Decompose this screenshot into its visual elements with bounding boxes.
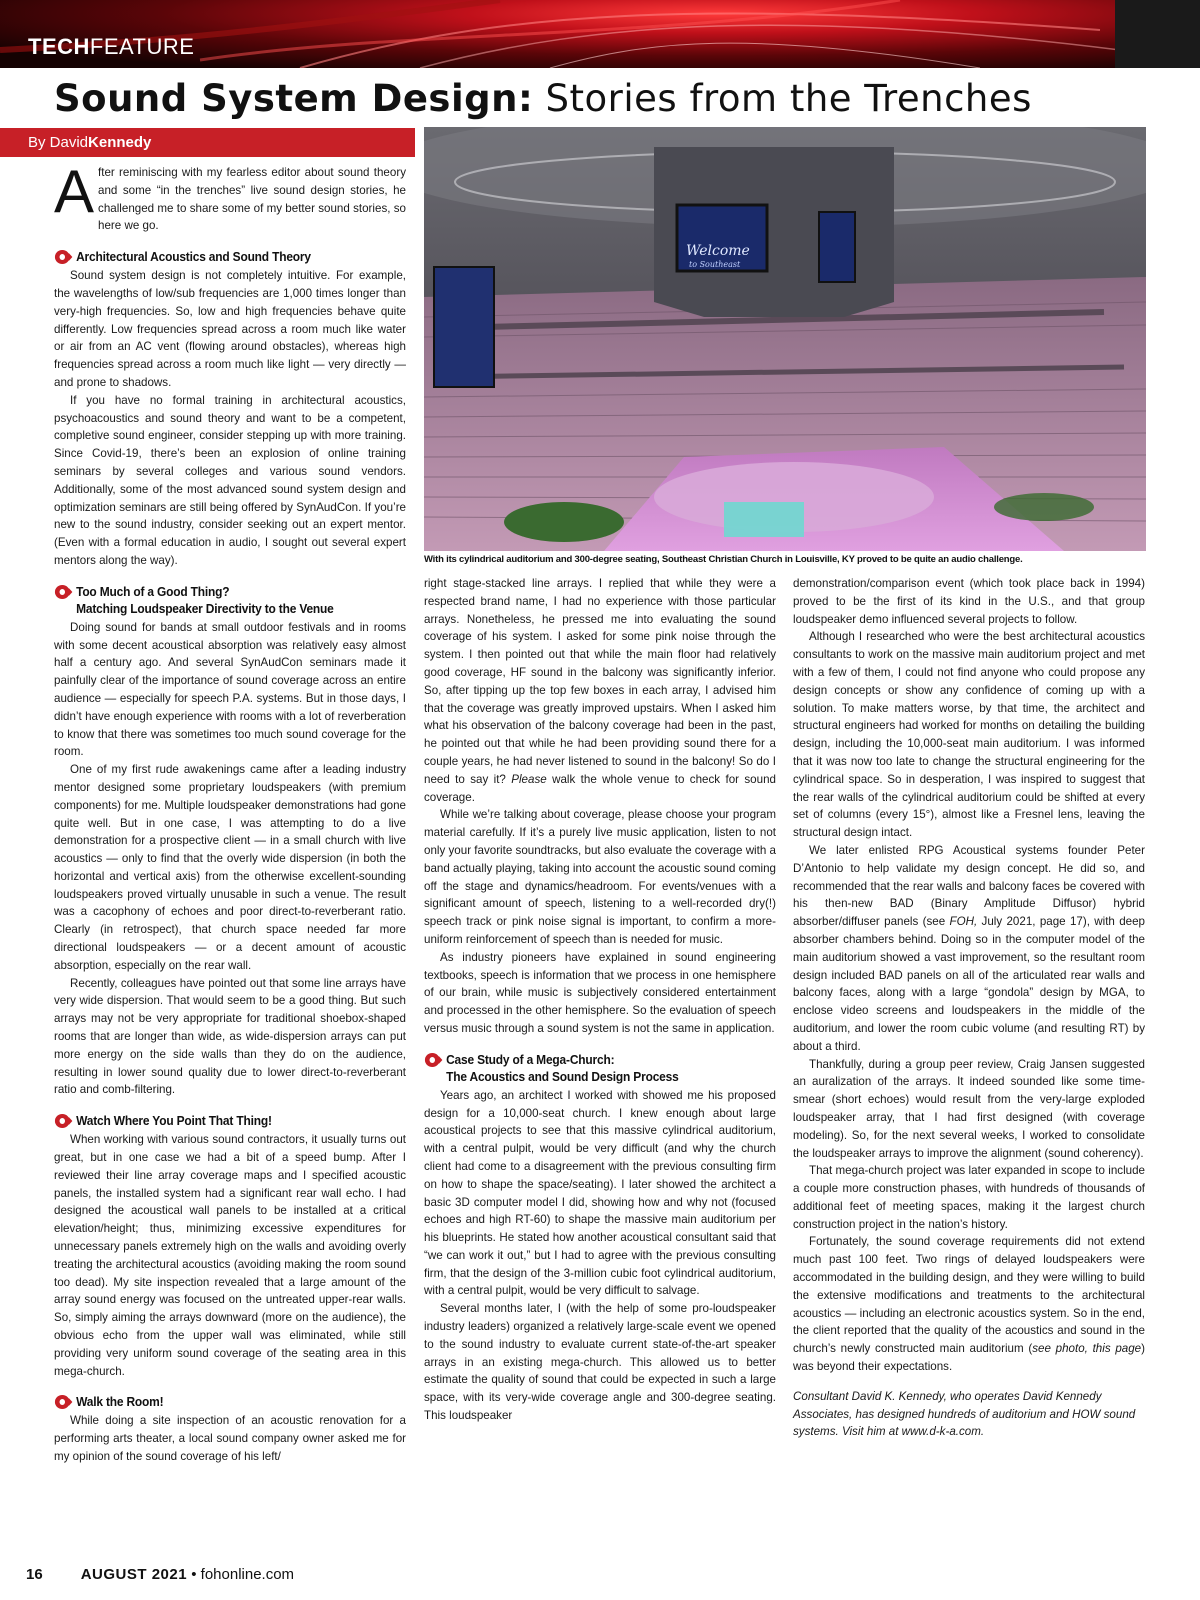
speaker-bullet-icon [54, 584, 72, 600]
page-number: 16 [26, 1566, 43, 1583]
section-tag: TECHFEATURE [28, 34, 195, 59]
intro-paragraph: After reminiscing with my fearless editor about sound theory and some “in the trenches” live sound design stories, he challenged me to share some of my better sound stories, so here we go. [54, 158, 406, 233]
subhead-walk-the-room: Walk the Room! [54, 1393, 404, 1410]
banner-dark-corner [1115, 0, 1200, 68]
issue-date: AUGUST 2021 [80, 1566, 188, 1583]
page-footer: 16 AUGUST 2021 • fohonline.com [26, 1566, 295, 1583]
article-column-1: After reminiscing with my fearless editor about sound theory and some “in the trenches” live sound design stories, he challenged me to share some of my better sound stories, so here we go. Architectural Acoustics and Sound Theory Sound system design is not completely intuitive. For example, the wavelengths of low/sub frequencies are 1,000 times longer than very-high frequencies. So, low and high frequencies behave quite differently. Low frequencies spread across a room much like water or air from an AC vent (flowing around obstacles), whereas high frequencies spread across a room much like light — very directly — and prone to shadows. If you have no formal training in architectural acoustics, psychoacoustics and sound theory and want to be a competent, completive sound engineer, consider stepping up with more training. Since Covid-19, there’s been an explosion of online training seminars by several colleges and various sound vendors. Additionally, some of the most advanced sound system design and optimization seminars are still being offered by SynAudCon. If you’re new to the sound industry, consider seeking out an expert mentor. (Even with a formal education in audio, I sought out several expert mentors along the way). Too Much of a Good Thing? Matching Loudspeaker Directivity to the Venue Doing sound for bands at small outdoor festivals and in rooms with some decent acoustical absorption was relatively easy almost half a century ago. And several SynAudCon seminars made it painfully clear of the importance of sound coverage across an entire audience — especially for speech P.A. systems. But in those days, I didn’t have enough experience with rooms with a lot of reverberation to know that there was sometimes too much sound coverage for the room. One of my first rude awakenings came after a leading industry mentor designed some proprietary loudspeakers (with premium components) for me. Multiple loudspeaker demonstrations had gone quite well. But in one case, I was attempting to do a live demonstration for a prospective client — in a small church with live acoustics — only to find that the overly wide dispersion (in both the horizontal and vertical axis) from the otherwise excellent-sounding loudspeakers proved virtually unusable in such a venue. The result was a cacophony of echoes and poor direct-to-reverberant ratio. Clearly (in retrospect), that church space needed far more directional loudspeakers — or a decent amount of acoustic absorption, especially on the rear wall. Recently, colleagues have pointed out that some line arrays have very wide dispersion. That would seem to be a good thing. But such arrays may not be very appropriate for traditional shoebox-shaped rooms that are longer than wide, as wide-dispersion arrays can put more energy on the side walls than they do on the audience, resulting in lower sound quality due to lower direct-to-reverberant ratio and comb-filtering. Watch Where You Point That Thing! When working with various sound contractors, it usually turns out great, but in one case we had a bit of a speed bump. After I reviewed their line array coverage maps and I specified acoustic panels, the installed system had a significant rear wall echo. I had designed the acoustical wall panels to be installed at a critical elevation/height; thus, minimizing excessive expenditures for unnecessary panels extremely high on the walls and avoiding overly treating the architectural acoustics (avoiding making the room sound too dead). My site inspection revealed that a large amount of the array sound energy was focused on the untreated upper-rear walls. So, simply aiming the arrays downward (more on the audience), the obvious echo from the upper wall was eliminated, while still providing very uniform sound coverage of the seating area in this mega-church. Walk the Room! While doing a site inspection of an acoustic renovation for a performing arts theater, a local sound company owner asked me for my opinion of the sound coverage of his left/ [54, 158, 406, 1463]
author-bio: Consultant David K. Kennedy, who operates David Kennedy Associates, has designed hundreds of auditorium and HOW sound systems. Visit him at www.d-k-a.com. [793, 1389, 1136, 1439]
speaker-bullet-icon [54, 249, 72, 265]
header-banner [0, 0, 1200, 68]
screen-subtitle-text: to Southeast [689, 260, 741, 269]
subhead-architectural-acoustics: Architectural Acoustics and Sound Theory [54, 248, 404, 265]
drop-cap: A [54, 158, 95, 225]
article-column-3: demonstration/comparison event (which took place back in 1994) proved to be the first of its kind in the U.S., and that group loudspeaker demo influenced several projects to follow. Although I researched who were the best architectural acoustics consultants to work on the massive main auditorium project and met with a few of them, I could not find anyone who could propose any design concepts or show any confidence of coming up with a solution. To make matters worse, by that time, the architect and structural engineers had worked for months on detailing the building design, including the 10,000-seat main auditorium. I was informed that it was now too late to change the structural engineering for the cylindrical space. So in desperation, I was inspired to suggest that the rear walls of the cylindrical auditorium could be shifted at every set of columns (every 15°), almost like a Fresnel lens, leaving the structural design intact. We later enlisted RPG Acoustical systems founder Peter D’Antonio to help validate my design concept. He did so, and recommended that the rear walls and balcony faces be covered with his then-new BAD (Binary Amplitude Diffusor) hybrid absorber/diffuser panels (see FOH, July 2021, page 17), with deep absorber chambers behind. Doing so in the computer model of the main auditorium showed a vast improvement, so the resultant room design included BAD panels on all of the articulated rear walls and balcony faces, along with a large “gondola” design by MGA, to enclose video screens and loudspeakers in the middle of the auditorium, and lower the room cubic volume (and resulting RT) by about a third. Thankfully, during a group peer review, Craig Jansen suggested an auralization of the arrays. It indeed sounded like some time-smear (short echoes) would result from the very-large exploded loudspeaker array, that I had first designed (with coverage modeling). So, for the next several weeks, I worked to consolidate the loudspeaker arrays to improve the alignment (sound coherency). That mega-church project was later expanded in scope to include a couple more construction phases, with hundreds of thousands of additional feet of meeting spaces, making it the largest church construction project in the nation’s history. Fortunately, the sound coverage requirements did not extend much past 100 feet. Two rings of delayed loudspeakers were accommodated in the building design, and they were willing to build the extensive modifications and treatments to the architectural acoustics — including an electronic acoustics system. So in the end, the client reported that the quality of the acoustics and sound in the church’s newly constructed main auditorium (see photo, this page) was beyond their expectations. Consultant David K. Kennedy, who operates David Kennedy Associates, has designed hundreds of auditorium and HOW sound systems. Visit him at www.d-k-a.com. [793, 575, 1145, 1441]
byline: By DavidKennedy [0, 128, 415, 157]
article-column-2: right stage-stacked line arrays. I replied that while they were a respected brand name, I had no experience with those particular arrays. Nonetheless, he pressed me into evaluating the sound coverage of his system. I asked for some pink noise through the system. I then pointed out that while the main floor had relatively good coverage, HF sound in the balcony was significantly inferior. So, after tipping up the top few boxes in each array, I advised him that the coverage was greatly improved upstairs. When I asked him what his observation of the balcony coverage had been in the past, he pointed out that while he had been providing sound there for a couple years, he had never listened to sound in the balcony! So do I need to say it? Please walk the whole venue to check for sound coverage. While we’re talking about coverage, please choose your program material carefully. If it’s a purely live music application, listen to not only your favorite soundtracks, but also evaluate the coverage with a band actually playing, taking into account the acoustic sound coming off the stage and dynamics/headroom. For events/venues with a significant amount of speech, listening to a well-recorded dry(!) speech track or pink noise signal is important, to confirm a more-uniform reinforcement of speech than is needed for music. As industry pioneers have explained in sound engineering textbooks, speech is information that we process in one hemisphere of our brain, while music is subjectively considered entertainment and processed in the other hemisphere. So the evaluation of speech versus music through a sound system is not the same in application. Case Study of a Mega-Church: The Acoustics and Sound Design Process Years ago, an architect I worked with showed me his proposed design for a 10,000-seat church. I knew enough about large acoustical projects to see that this massive cylindrical auditorium, with a central pulpit, would be very difficult (and why the church client had come to a disagreement with the previous consulting firm on how to shape the space/seating). I later showed the architect a basic 3D computer model I did, showing how and why not (focused echoes and high RT-60) to shape the massive main auditorium per his blueprints. He stated how another acoustical consultant said that “we can work it out,” but I had to agree with the previous consulting firm, that the design of the 3-million cubic foot cylindrical auditorium, with a central pulpit, would be very difficult to salvage. Several months later, I (with the help of some pro-loudspeaker industry leaders) organized a relatively large-scale event we opened to the sound industry to evaluate current state-of-the-art speaker arrays in an existing mega-church. This allowed us to better estimate the quality of sound that could be expected in such a large space, with its very-wide coverage angle and 300-degree seating. This loudspeaker [424, 577, 776, 1423]
screen-welcome-text: Welcome [686, 243, 750, 259]
photo-caption: With its cylindrical auditorium and 300-degree seating, Southeast Christian Church in Louisville, KY proved to be quite an audio challenge. [424, 554, 1023, 565]
auditorium-illustration [424, 127, 1146, 551]
speaker-bullet-icon [54, 1394, 72, 1410]
speaker-bullet-icon [424, 1052, 442, 1068]
article-headline: Sound System Design: Stories from the Trenches [54, 77, 1032, 120]
auditorium-photo [424, 127, 1146, 551]
subhead-case-study: Case Study of a Mega-Church: The Acoustics and Sound Design Process [424, 1051, 774, 1085]
subhead-too-much: Too Much of a Good Thing? Matching Loudspeaker Directivity to the Venue [54, 583, 404, 617]
subhead-watch-where: Watch Where You Point That Thing! [54, 1112, 404, 1129]
website-link[interactable]: fohonline.com [200, 1566, 295, 1583]
speaker-bullet-icon [54, 1113, 72, 1129]
